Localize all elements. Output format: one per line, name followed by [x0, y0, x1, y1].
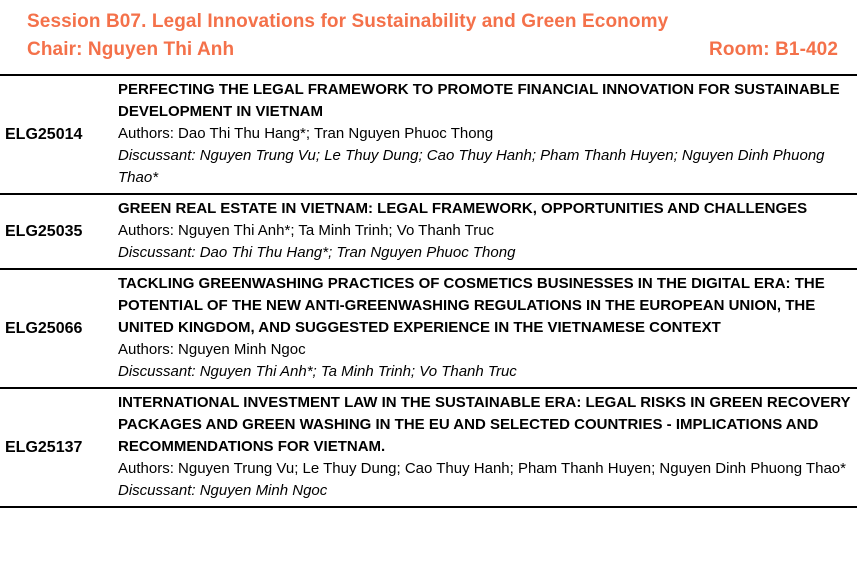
paper-title: GREEN REAL ESTATE IN VIETNAM: LEGAL FRAMEWORK, OPPORTUNITIES AND CHALLENGES [118, 200, 808, 217]
paper-authors: Authors: Nguyen Minh Ngoc [118, 341, 306, 358]
paper-title: INTERNATIONAL INVESTMENT LAW IN THE SUSTAINABLE ERA: LEGAL RISKS IN GREEN RECOVERY PACKAGES AND GREEN WASHING IN THE EU AND SELECTED COUNTRIES - IMPLICATIONS AND RECOMMENDATIONS FOR VIETNAM. [118, 394, 851, 455]
paper-details [118, 76, 857, 193]
paper-id: ELG25066 [5, 319, 83, 337]
paper-authors: Authors: Nguyen Thi Anh*; Ta Minh Trinh; Vo Thanh Truc [118, 222, 495, 239]
paper-row [0, 389, 857, 508]
session-chair: Chair: Nguyen Thi Anh [27, 39, 235, 60]
papers-table [0, 74, 857, 508]
paper-row [0, 195, 857, 270]
paper-row [0, 76, 857, 195]
paper-id: ELG25035 [5, 222, 83, 240]
session-room: Room: B1-402 [709, 39, 838, 60]
session-title: Session B07. Legal Innovations for Sustainability and Green Economy [27, 11, 669, 32]
paper-authors: Authors: Dao Thi Thu Hang*; Tran Nguyen Phuoc Thong [118, 125, 494, 142]
paper-discussant: Discussant: Nguyen Minh Ngoc [118, 482, 328, 499]
paper-authors: Authors: Nguyen Trung Vu; Le Thuy Dung; Cao Thuy Hanh; Pham Thanh Huyen; Nguyen Dinh Phuong Thao* [118, 460, 846, 477]
paper-row [0, 270, 857, 389]
paper-title: PERFECTING THE LEGAL FRAMEWORK TO PROMOTE FINANCIAL INNOVATION FOR SUSTAINABLE DEVELOPMENT IN VIETNAM [118, 81, 840, 120]
paper-details [118, 195, 857, 268]
paper-title: TACKLING GREENWASHING PRACTICES OF COSMETICS BUSINESSES IN THE DIGITAL ERA: THE POTENTIAL OF THE NEW ANTI-GREENWASHING REGULATIONS IN THE EUROPEAN UNION, THE UNITED KINGDOM, AND SUGGESTED EXPERIENCE IN THE VIETNAMESE CONTEXT [118, 275, 825, 336]
session-header [0, 0, 862, 74]
paper-id: ELG25014 [5, 125, 83, 143]
paper-details [118, 270, 857, 387]
paper-discussant: Discussant: Dao Thi Thu Hang*; Tran Nguyen Phuoc Thong [118, 244, 516, 261]
session-subheader [27, 36, 838, 64]
paper-details [118, 389, 857, 506]
paper-id: ELG25137 [5, 438, 83, 456]
paper-discussant: Discussant: Nguyen Trung Vu; Le Thuy Dung; Cao Thuy Hanh; Pham Thanh Huyen; Nguyen Dinh Phuong Thao* [118, 147, 825, 186]
paper-discussant: Discussant: Nguyen Thi Anh*; Ta Minh Trinh; Vo Thanh Truc [118, 363, 517, 380]
